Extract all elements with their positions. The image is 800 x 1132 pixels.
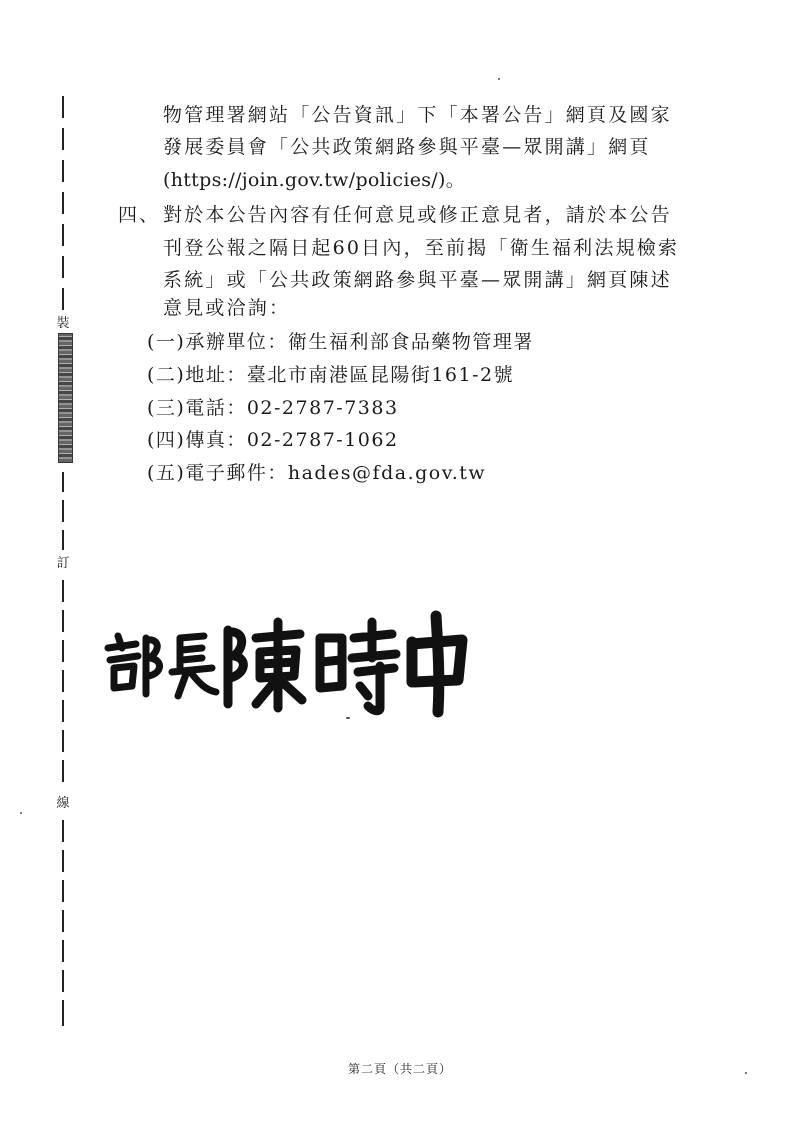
scan-speck — [346, 717, 350, 719]
contact-item — [147, 330, 534, 354]
binding-line-segment — [62, 500, 64, 522]
contact-value: 02-2787-7383 — [246, 397, 399, 419]
binding-line-segment — [62, 472, 64, 492]
contact-label: (五)電子郵件： — [147, 462, 288, 484]
contact-item — [147, 428, 399, 452]
binding-line-segment — [62, 160, 64, 182]
scan-speck — [20, 812, 22, 814]
contact-value: hades@fda.gov.tw — [287, 462, 487, 484]
contact-value: 02-2787-1062 — [246, 429, 399, 451]
binding-line-segment — [62, 610, 64, 632]
binding-line-segment — [62, 970, 64, 992]
binding-line-segment — [62, 730, 64, 752]
binding-line-segment — [62, 1000, 64, 1026]
contact-item — [147, 396, 399, 420]
page-number-footer: 第二頁（共二頁） — [347, 1062, 452, 1076]
contact-item — [147, 461, 486, 485]
binding-line-segment — [62, 530, 64, 550]
item-four-marker: 四、 — [118, 204, 161, 226]
binding-label-xian: 線 — [56, 796, 70, 811]
binding-line-segment — [62, 224, 64, 246]
item-four-line-1: 對於本公告內容有任何意見或修正意見者，請於本公告 — [163, 204, 672, 226]
item-four-line-2: 刊登公報之隔日起60日內，至前揭「衛生福利法規檢索 — [163, 237, 680, 259]
binding-line-segment — [62, 910, 64, 932]
item-four-line-3: 系統」或「公共政策網路參與平臺—眾開講」網頁陳述 — [163, 269, 672, 291]
continuation-line-2: 發展委員會「公共政策網路參與平臺—眾開講」網頁 — [163, 136, 651, 158]
contact-label: (二)地址： — [147, 364, 247, 386]
minister-signature — [96, 608, 476, 718]
signature-brush-strokes — [96, 608, 476, 718]
binding-line-segment — [62, 96, 64, 118]
binding-line-segment — [62, 880, 64, 902]
binding-line-segment — [62, 820, 64, 842]
binding-label-zhuang: 裝 — [56, 316, 70, 331]
binding-line-segment — [62, 700, 64, 722]
binding-line-segment — [62, 580, 64, 602]
item-four-line-4: 意見或洽詢： — [163, 297, 291, 319]
binding-line-segment — [62, 192, 64, 214]
contact-item — [147, 363, 514, 387]
contact-label: (四)傳真： — [147, 429, 247, 451]
contact-value: 衛生福利部食品藥物管理署 — [287, 331, 534, 353]
binding-line-segment — [62, 940, 64, 962]
seal-stamp — [58, 333, 73, 463]
binding-line-segment — [62, 670, 64, 692]
binding-line-segment — [62, 128, 64, 150]
binding-line-segment — [62, 288, 64, 310]
binding-line-segment — [62, 640, 64, 662]
continuation-line-1: 物管理署網站「公告資訊」下「本署公告」網頁及國家 — [163, 104, 672, 126]
contact-label: (三)電話： — [147, 397, 247, 419]
contact-label: (一)承辦單位： — [147, 331, 288, 353]
binding-line-segment — [62, 760, 64, 782]
contact-value: 臺北市南港區昆陽街161-2號 — [246, 364, 515, 386]
continuation-line-url: (https://join.gov.tw/policies/)。 — [163, 169, 466, 191]
binding-line-segment — [62, 850, 64, 872]
binding-line-segment — [62, 256, 64, 278]
scan-speck — [498, 78, 500, 80]
binding-label-ding: 訂 — [56, 556, 70, 571]
